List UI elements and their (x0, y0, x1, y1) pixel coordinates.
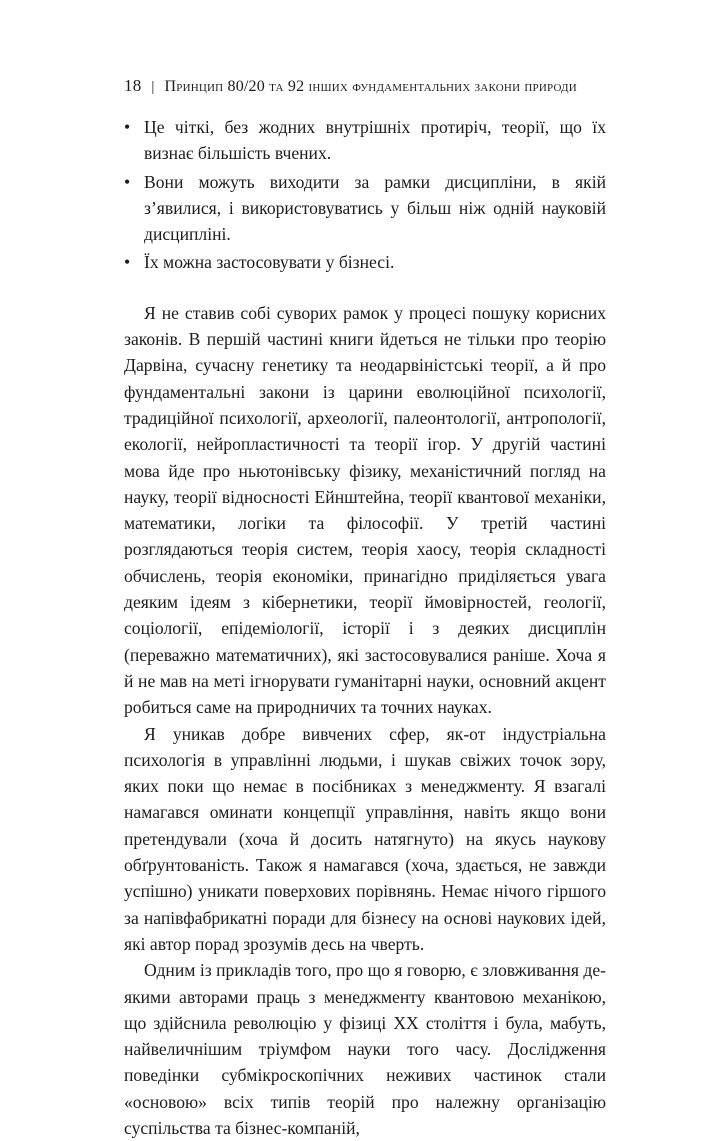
list-item-text: Вони можуть виходити за рамки дисципліни, в якій з’явилися, і використовуватись у більш ніж одній науковій дисципліні. (144, 171, 606, 245)
body-paragraph: Одним із прикладів того, про що я говорю, є зловживання деякими авторами праць з менеджменту квантовою механікою, що здійснила революцію у фізиці XX століття і була, мабуть, найвеличнішим тріумфом науки того часу. Дослідження поведінки субмікроскопічних неживих частинок стали «основою» всіх типів теорій про належну організацію суспільства та бізнес-компаній, (124, 960, 606, 1138)
bullet-list (124, 114, 606, 276)
running-header (124, 76, 644, 96)
bullet-marker: • (124, 171, 131, 192)
list-item-text: Це чіткі, без жодних внутрішніх протиріч, теорії, що їх визнає більшість вчених. (144, 117, 606, 164)
bullet-marker: • (124, 252, 131, 273)
running-title: Принцип 80/20 та 92 інших фундаментальних закони природи (164, 78, 577, 95)
list-item (124, 169, 606, 248)
body-paragraph: Я уникав добре вивчених сфер, як-от індустріальна психологія в управлінні людьми, і шукав свіжих точок зору, яких поки що немає в посібниках з менеджменту. Я взагалі намагався оминати концепції управління, навіть якщо вони претендували (хоча й досить натягнуто) на якусь наукову обґрунтованість. Також я намагався (хоча, здається, не завжди успішно) уникати поверхових порівнянь. Немає нічого гіршого за напівфабрикатні поради для бізнесу на основі наукових ідей, які автор порад зрозумів десь на чверть. (124, 723, 606, 954)
bullet-marker: • (124, 117, 131, 137)
list-item (124, 249, 606, 275)
page-number: 18 (124, 76, 142, 95)
list-item (124, 114, 606, 167)
header-separator: | (151, 79, 155, 95)
body-paragraph: Я не ставив собі суворих рамок у процесі пошуку корисних законів. В першій частині книги йдеться не тільки про теорію Дарвіна, сучасну генетику та неодарвіністські теорії, а й про фундаментальні закони із царини еволюційної психології, традиційної психології, археології, палеонтології, антропології, екології, нейропластичності та теорії ігор. У другій частині мова йде про ньютонівську фізику, механістичний погляд на науку, теорії відносності Ейнштейна, теорії квантової механіки, математики, логіки та філософії. У третій частині розглядаються теорія систем, теорія хаосу, теорія складності обчислень, теорія економіки, принагідно приділяється увага деяким ідеям з кібернетики, теорії ймовірностей, геології, соціології, епідеміології, історії і з деяких дисциплін (переважно математичних), які застосовувалися раніше. Хоча я й не мав на меті ігнорувати гуманітарні науки, основний акцент робиться саме на природничих та точних науках. (124, 302, 606, 718)
list-item-text: Їх можна застосовувати у бізнесі. (144, 252, 395, 273)
page-body (124, 114, 606, 1141)
